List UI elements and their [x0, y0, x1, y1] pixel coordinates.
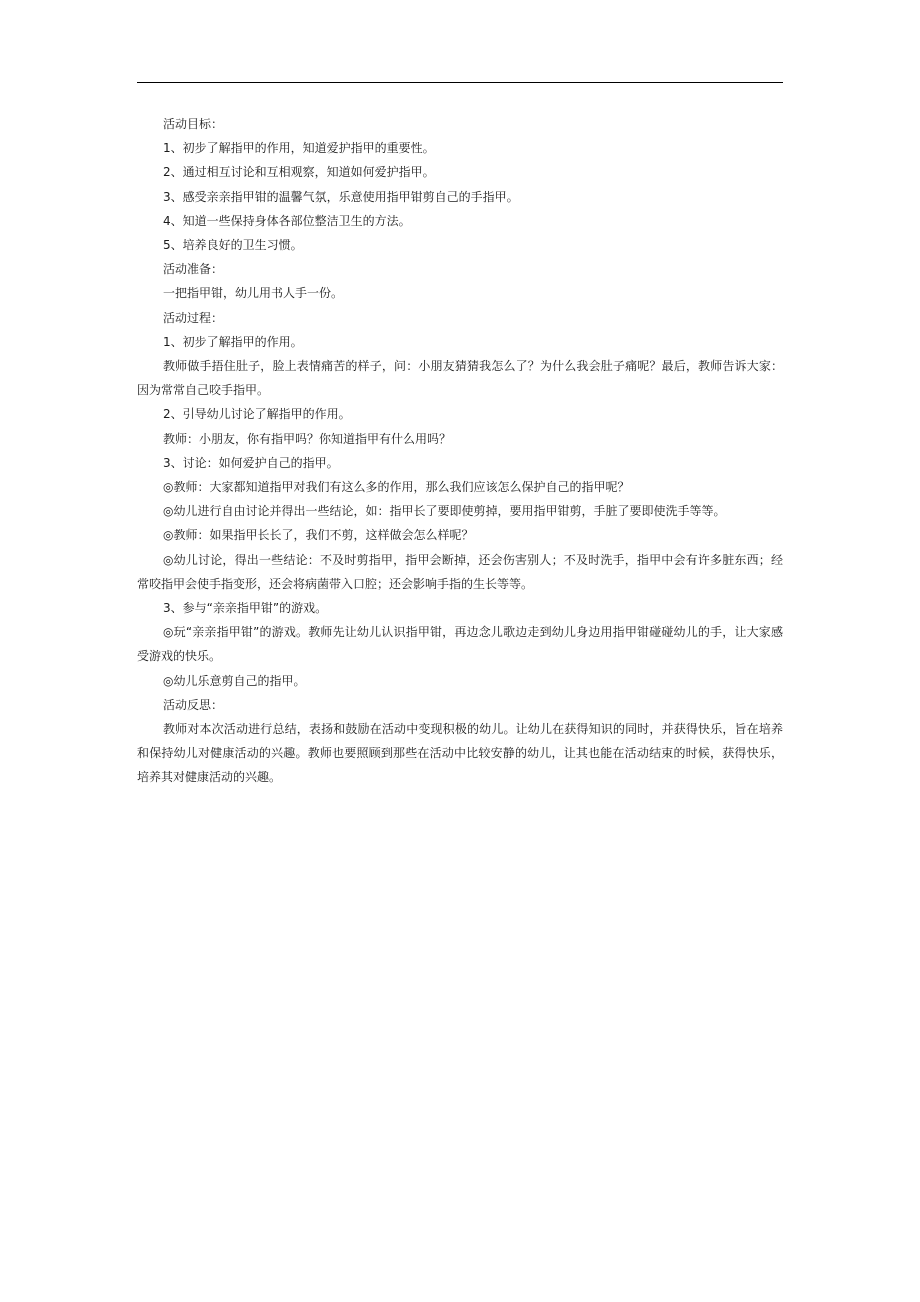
goal-item-1: 1、初步了解指甲的作用，知道爱护指甲的重要性。	[163, 141, 435, 156]
section-heading-preparation: 活动准备：	[163, 262, 224, 277]
process-step-1: 1、初步了解指甲的作用。	[163, 334, 303, 349]
process-step-game: 3、参与“亲亲指甲钳”的游戏。	[163, 601, 328, 616]
reflection-text: 教师对本次活动进行总结，表扬和鼓励在活动中变现积极的幼儿。让幼儿在获得知识的同时，并获得快乐，旨在培养和保持幼儿对健康活动的兴趣。教师也要照顾到那些在活动中比较安静的幼儿，让其也能在活动结束的时候，获得快乐，培养其对健康活动的兴趣。	[137, 722, 783, 785]
process-step-2: 2、引导幼儿讨论了解指甲的作用。	[163, 407, 351, 422]
section-heading-reflection: 活动反思：	[163, 697, 224, 712]
goal-item-4: 4、知道一些保持身体各部位整洁卫生的方法。	[163, 213, 411, 228]
section-heading-goals: 活动目标：	[163, 117, 224, 131]
process-paragraph: ◎教师：如果指甲长长了，我们不剪，这样做会怎么样呢？	[163, 528, 474, 543]
section-heading-process: 活动过程：	[163, 310, 224, 325]
process-paragraph: ◎教师：大家都知道指甲对我们有这么多的作用，那么我们应该怎么保护自己的指甲呢？	[163, 480, 630, 495]
preparation-text: 一把指甲钳，幼儿用书人手一份。	[163, 286, 344, 301]
goal-item-2: 2、通过相互讨论和互相观察，知道如何爱护指甲。	[163, 165, 435, 180]
process-step-3: 3、讨论：如何爱护自己的指甲。	[163, 455, 339, 470]
process-paragraph: ◎幼儿乐意剪自己的指甲。	[163, 673, 306, 688]
goal-item-3: 3、感受亲亲指甲钳的温馨气氛，乐意使用指甲钳剪自己的手指甲。	[163, 189, 519, 204]
process-paragraph: ◎幼儿讨论，得出一些结论：不及时剪指甲，指甲会断掉，还会伤害别人；不及时洗手，指甲中会有许多脏东西；经常咬指甲会使手指变形，还会将病菌带入口腔；还会影响手指的生长等等。	[137, 552, 783, 591]
process-paragraph: ◎玩“亲亲指甲钳”的游戏。教师先让幼儿认识指甲钳，再边念儿歌边走到幼儿身边用指甲钳碰碰幼儿的手，让大家感受游戏的快乐。	[137, 625, 783, 664]
goal-item-5: 5、培养良好的卫生习惯。	[163, 238, 303, 253]
header-rule	[137, 82, 783, 83]
process-paragraph: ◎幼儿进行自由讨论并得出一些结论，如：指甲长了要即使剪掉，要用指甲钳剪，手脏了要即使洗手等等。	[163, 504, 726, 519]
process-paragraph: 教师：小朋友，你有指甲吗？你知道指甲有什么用吗？	[163, 431, 452, 446]
document-body	[137, 112, 783, 790]
process-paragraph: 教师做手捂住肚子，脸上表情痛苦的样子，问：小朋友猜猜我怎么了？为什么我会肚子痛呢？最后，教师告诉大家：因为常常自己咬手指甲。	[137, 359, 783, 398]
